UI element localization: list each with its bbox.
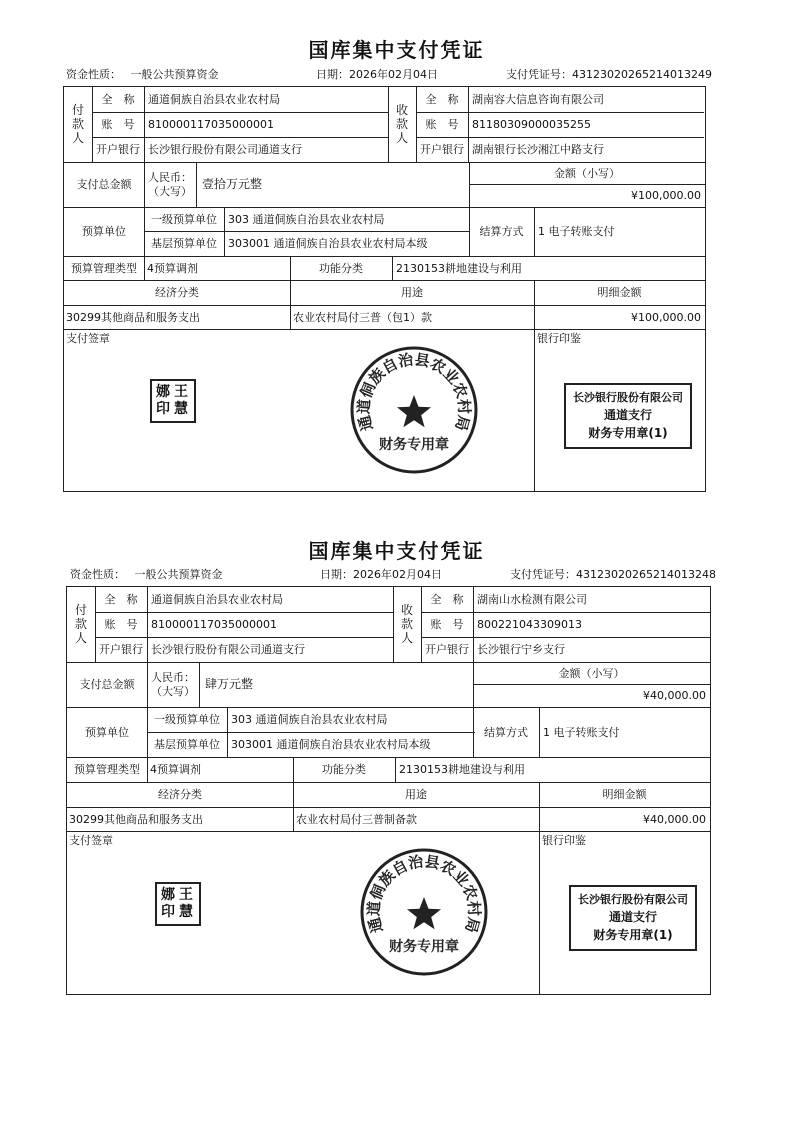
personal-seal <box>150 379 196 423</box>
payee-bank-label: 开户银行 <box>425 643 469 656</box>
budget-unit-label: 预算单位 <box>82 225 126 238</box>
bank-seal <box>569 885 697 951</box>
budget-mgmt-value: 4预算调剂 <box>147 262 198 275</box>
budget-mgmt-value: 4预算调剂 <box>150 763 201 776</box>
payee-full-name-label: 全 称 <box>425 93 459 106</box>
payee-label: 收款人 <box>400 603 413 645</box>
level1-unit-label: 一级预算单位 <box>151 213 217 226</box>
date-value: 2026年02月04日 <box>349 68 438 81</box>
bank-seal-line-2: 通道支行 <box>608 910 657 924</box>
econ-class-value: 30299其他商品和服务支出 <box>69 813 203 826</box>
personal-seal-char-3: 慧 <box>174 401 188 417</box>
payment-signature-label: 支付签章 <box>69 834 113 847</box>
payer-account-label: 账 号 <box>104 618 138 631</box>
voucher-no-value: 43123020265214013249 <box>572 68 712 81</box>
bank-seal-label: 银行印鉴 <box>537 332 581 345</box>
payee-bank-label: 开户银行 <box>420 143 464 156</box>
personal-seal-char-1: 王 <box>174 384 188 400</box>
total-amount-label: 支付总金额 <box>76 178 132 191</box>
budget-mgmt-label: 预算管理类型 <box>74 763 140 776</box>
settle-method-value: 1 电子转账支付 <box>543 726 620 739</box>
level1-unit-label: 一级预算单位 <box>154 713 220 726</box>
bank-seal-line-3: 财务专用章(1) <box>588 426 668 440</box>
econ-class-label: 经济分类 <box>158 788 202 801</box>
payer-full-name-label: 全 称 <box>104 593 138 606</box>
fund-nature <box>66 66 219 82</box>
personal-seal-char-4: 印 <box>156 401 170 417</box>
payer-account-label: 账 号 <box>101 118 135 131</box>
use-label: 用途 <box>405 788 427 801</box>
payee-account-label: 账 号 <box>430 618 464 631</box>
finance-round-seal <box>359 847 489 977</box>
level1-unit-value: 303 通道侗族自治县农业农村局 <box>231 713 388 726</box>
base-unit-label: 基层预算单位 <box>154 738 220 751</box>
amount-upper: 壹拾万元整 <box>202 177 263 191</box>
payer-account: 810000117035000001 <box>151 618 277 631</box>
detail-amount-value: ¥100,000.00 <box>631 311 701 324</box>
fund-nature <box>70 566 223 582</box>
rmb-label: 人民币： <box>148 171 192 184</box>
voucher-1 <box>0 0 793 500</box>
voucher-no-value: 43123020265214013248 <box>576 568 716 581</box>
payee-name: 湖南山水检测有限公司 <box>477 593 587 606</box>
upper-case-label: （大写） <box>148 185 192 198</box>
detail-amount-label: 明细金额 <box>602 788 647 801</box>
payee-bank: 长沙银行宁乡支行 <box>477 643 565 656</box>
payer-bank-label: 开户银行 <box>99 643 143 656</box>
base-unit-value: 303001 通道侗族自治县农业农村局本级 <box>228 237 428 250</box>
voucher-date <box>320 566 442 582</box>
settle-method-label: 结算方式 <box>484 726 528 739</box>
payee-account: 800221043309013 <box>477 618 582 631</box>
payer-bank-label: 开户银行 <box>96 143 140 156</box>
star-icon <box>407 897 441 929</box>
detail-amount-value: ¥40,000.00 <box>643 813 706 826</box>
base-unit-label: 基层预算单位 <box>151 237 217 250</box>
round-seal-arc-text: 通道侗族自治县农业农村局 <box>364 852 484 935</box>
amount-small-label: 金额（小写） <box>558 667 625 680</box>
payee-full-name-label: 全 称 <box>430 593 464 606</box>
budget-unit-label: 预算单位 <box>85 726 129 739</box>
payee-name: 湖南容大信息咨询有限公司 <box>472 93 604 106</box>
voucher-table <box>63 86 706 492</box>
voucher-number <box>506 66 712 82</box>
personal-seal-char-4: 印 <box>161 904 175 920</box>
payer-bank: 长沙银行股份有限公司通道支行 <box>151 643 305 656</box>
settle-method-value: 1 电子转账支付 <box>538 225 615 238</box>
personal-seal-char-2: 娜 <box>156 384 170 400</box>
bank-seal-line-1: 长沙银行股份有限公司 <box>578 893 688 906</box>
personal-seal-char-3: 慧 <box>179 904 193 920</box>
payer-bank: 长沙银行股份有限公司通道支行 <box>148 143 302 156</box>
rmb-label: 人民币： <box>151 671 195 684</box>
voucher-table <box>66 586 711 995</box>
use-value: 农业农村局付三普（包1）款 <box>293 311 432 324</box>
round-seal-bottom-text: 财务专用章 <box>379 437 449 453</box>
amount-small: ¥100,000.00 <box>631 189 701 202</box>
voucher-title: 国库集中支付凭证 <box>308 38 485 62</box>
settle-method-label: 结算方式 <box>479 225 524 238</box>
function-class-label: 功能分类 <box>322 763 366 776</box>
payer-name: 通道侗族自治县农业农村局 <box>151 593 283 606</box>
date-value: 2026年02月04日 <box>353 568 442 581</box>
voucher-title: 国库集中支付凭证 <box>308 539 485 563</box>
payee-account: 81180309000035255 <box>472 118 591 131</box>
voucher-no-label: 支付凭证号： <box>506 68 572 81</box>
voucher-no-label: 支付凭证号： <box>510 568 576 581</box>
fund-nature-label: 资金性质： <box>66 68 121 81</box>
budget-mgmt-label: 预算管理类型 <box>71 262 137 275</box>
function-class-value: 2130153耕地建设与利用 <box>399 763 525 776</box>
personal-seal-char-1: 王 <box>179 887 193 903</box>
date-label: 日期： <box>320 568 353 581</box>
bank-seal-line-3: 财务专用章(1) <box>593 928 673 942</box>
bank-seal-line-1: 长沙银行股份有限公司 <box>573 391 683 404</box>
function-class-value: 2130153耕地建设与利用 <box>396 262 522 275</box>
payee-account-label: 账 号 <box>425 118 459 131</box>
payment-signature-label: 支付签章 <box>66 332 110 345</box>
use-value: 农业农村局付三普制备款 <box>296 813 417 826</box>
personal-seal <box>155 882 201 926</box>
econ-class-label: 经济分类 <box>155 286 199 299</box>
star-icon <box>397 395 431 427</box>
payee-label: 收款人 <box>395 103 408 145</box>
finance-round-seal <box>349 345 479 475</box>
econ-class-value: 30299其他商品和服务支出 <box>66 311 200 324</box>
round-seal-bottom-text: 财务专用章 <box>389 939 459 955</box>
fund-nature-label: 资金性质： <box>70 568 125 581</box>
payee-bank: 湖南银行长沙湘江中路支行 <box>472 143 604 156</box>
function-class-label: 功能分类 <box>319 262 363 275</box>
bank-seal-label: 银行印鉴 <box>542 834 586 847</box>
base-unit-value: 303001 通道侗族自治县农业农村局本级 <box>231 738 431 751</box>
fund-nature-value: 一般公共预算资金 <box>134 568 223 581</box>
bank-seal-line-2: 通道支行 <box>603 408 652 422</box>
detail-amount-label: 明细金额 <box>597 286 642 299</box>
payer-account: 810000117035000001 <box>148 118 274 131</box>
payer-label: 付款人 <box>74 603 87 645</box>
level1-unit-value: 303 通道侗族自治县农业农村局 <box>228 213 385 226</box>
voucher-2 <box>0 503 793 1003</box>
bank-seal <box>564 383 692 449</box>
amount-small: ¥40,000.00 <box>643 689 706 702</box>
payer-name: 通道侗族自治县农业农村局 <box>148 93 280 106</box>
amount-upper: 肆万元整 <box>205 677 254 691</box>
personal-seal-char-2: 娜 <box>161 887 175 903</box>
voucher-date <box>316 66 438 82</box>
payer-label: 付款人 <box>71 103 84 145</box>
round-seal-arc-text: 通道侗族自治县农业农村局 <box>354 350 474 433</box>
use-label: 用途 <box>401 286 423 299</box>
total-amount-label: 支付总金额 <box>79 678 135 691</box>
upper-case-label: （大写） <box>151 685 195 698</box>
payer-full-name-label: 全 称 <box>101 93 135 106</box>
date-label: 日期： <box>316 68 349 81</box>
fund-nature-value: 一般公共预算资金 <box>130 68 219 81</box>
voucher-number <box>510 566 716 582</box>
amount-small-label: 金额（小写） <box>554 167 620 180</box>
